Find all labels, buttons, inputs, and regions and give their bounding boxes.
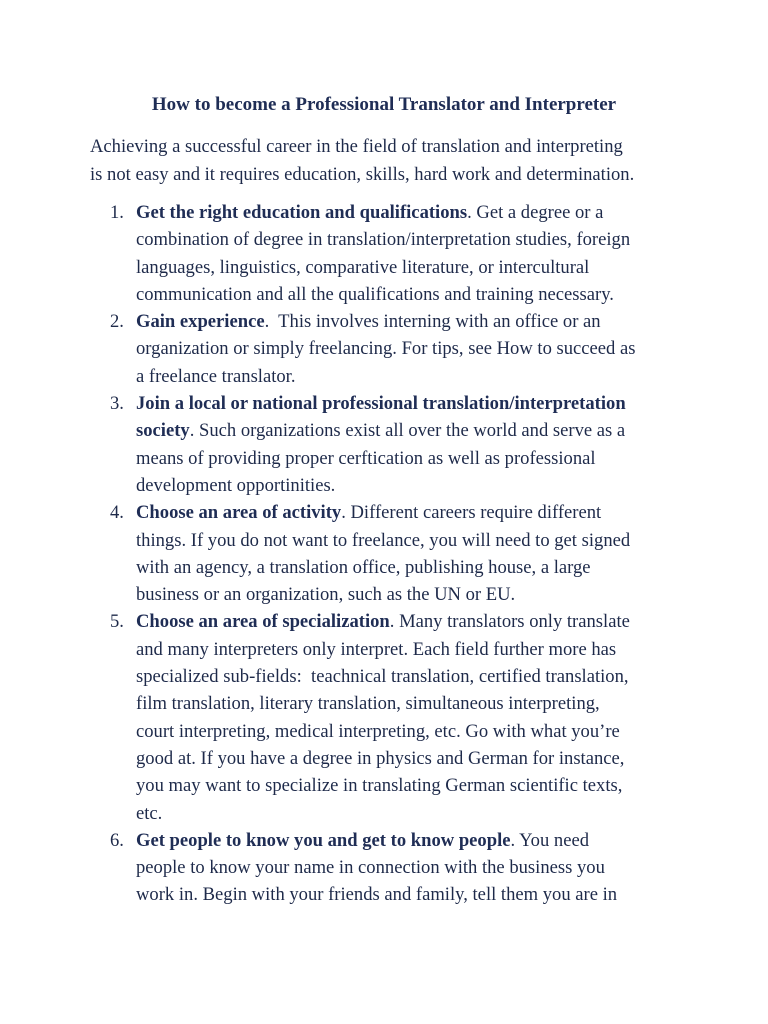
list-number: 6. xyxy=(110,829,124,851)
list-line: languages, linguistics, comparative literature, or intercultural xyxy=(136,256,590,278)
item-heading: Get people to know you and get to know people xyxy=(136,829,511,851)
list-line xyxy=(136,199,676,226)
list-line: a freelance translator. xyxy=(136,365,296,387)
intro-line: is not easy and it requires education, skills, hard work and determination. xyxy=(90,163,635,185)
item-text: . Get a degree or a xyxy=(467,202,604,223)
list-line: development opportinities. xyxy=(136,474,336,496)
item-text: . Many translators only translate xyxy=(389,611,630,633)
list-line: with an agency, a translation office, publishing house, a large xyxy=(136,556,591,578)
item-text: . This involves interning with an office or an xyxy=(264,311,601,333)
list-line: people to know your name in connection with the business you xyxy=(136,857,605,879)
list-line xyxy=(136,308,676,335)
list-line: things. If you do not want to freelance, you will need to get signed xyxy=(136,529,631,551)
item-heading: Gain experience xyxy=(136,311,265,333)
list-item xyxy=(0,199,676,308)
list-item xyxy=(0,308,676,390)
list-line: work in. Begin with your friends and family, tell them you are in xyxy=(136,884,618,906)
item-heading: Choose an area of specialization xyxy=(136,611,390,633)
list-line: business or an organization, such as the UN or EU. xyxy=(136,584,516,606)
list-item xyxy=(0,499,676,608)
list-number: 1. xyxy=(110,202,124,223)
list-line xyxy=(136,608,676,635)
list-line xyxy=(136,827,676,854)
list-number: 2. xyxy=(110,311,124,333)
list-line: organization or simply freelancing. For tips, see How to succeed as xyxy=(136,338,636,360)
list-line: film translation, literary translation, simultaneous interpreting, xyxy=(136,693,600,715)
list-line xyxy=(136,499,676,526)
list-line: and many interpreters only interpret. Each field further more has xyxy=(136,638,617,660)
intro-paragraph xyxy=(90,133,700,188)
item-heading: Get the right education and qualifications xyxy=(136,202,468,223)
list-item xyxy=(0,827,676,909)
intro-line: Achieving a successful career in the field of translation and interpreting xyxy=(90,136,623,157)
item-text: . You need xyxy=(510,829,590,851)
list-line: court interpreting, medical interpreting, etc. Go with what you’re xyxy=(136,720,620,742)
list-line: good at. If you have a degree in physics and German for instance, xyxy=(136,747,625,769)
steps-list xyxy=(0,199,768,909)
list-item xyxy=(0,608,676,826)
list-line: etc. xyxy=(136,802,163,824)
list-line: communication and all the qualifications and training necessary. xyxy=(136,283,614,305)
list-line xyxy=(136,417,676,444)
list-number: 4. xyxy=(110,502,124,524)
list-item xyxy=(0,390,676,499)
list-number: 5. xyxy=(110,611,124,633)
list-line: you may want to specialize in translating German scientific texts, xyxy=(136,775,623,797)
item-heading: Choose an area of activity xyxy=(136,502,342,524)
list-line: means of providing proper cerftication as well as professional xyxy=(136,447,596,469)
item-heading: Join a local or national professional translation/interpretation xyxy=(136,393,626,415)
list-line: combination of degree in translation/interpretation studies, foreign xyxy=(136,229,631,251)
list-number: 3. xyxy=(110,393,124,415)
list-line xyxy=(136,390,676,417)
list-line: specialized sub-fields: teachnical translation, certified translation, xyxy=(136,666,629,688)
item-heading-continued: society xyxy=(136,420,190,442)
item-text: . Such organizations exist all over the world and serve as a xyxy=(189,420,626,442)
document-title: How to become a Professional Translator and Interpreter xyxy=(151,94,617,115)
item-text: . Different careers require different xyxy=(341,502,602,524)
